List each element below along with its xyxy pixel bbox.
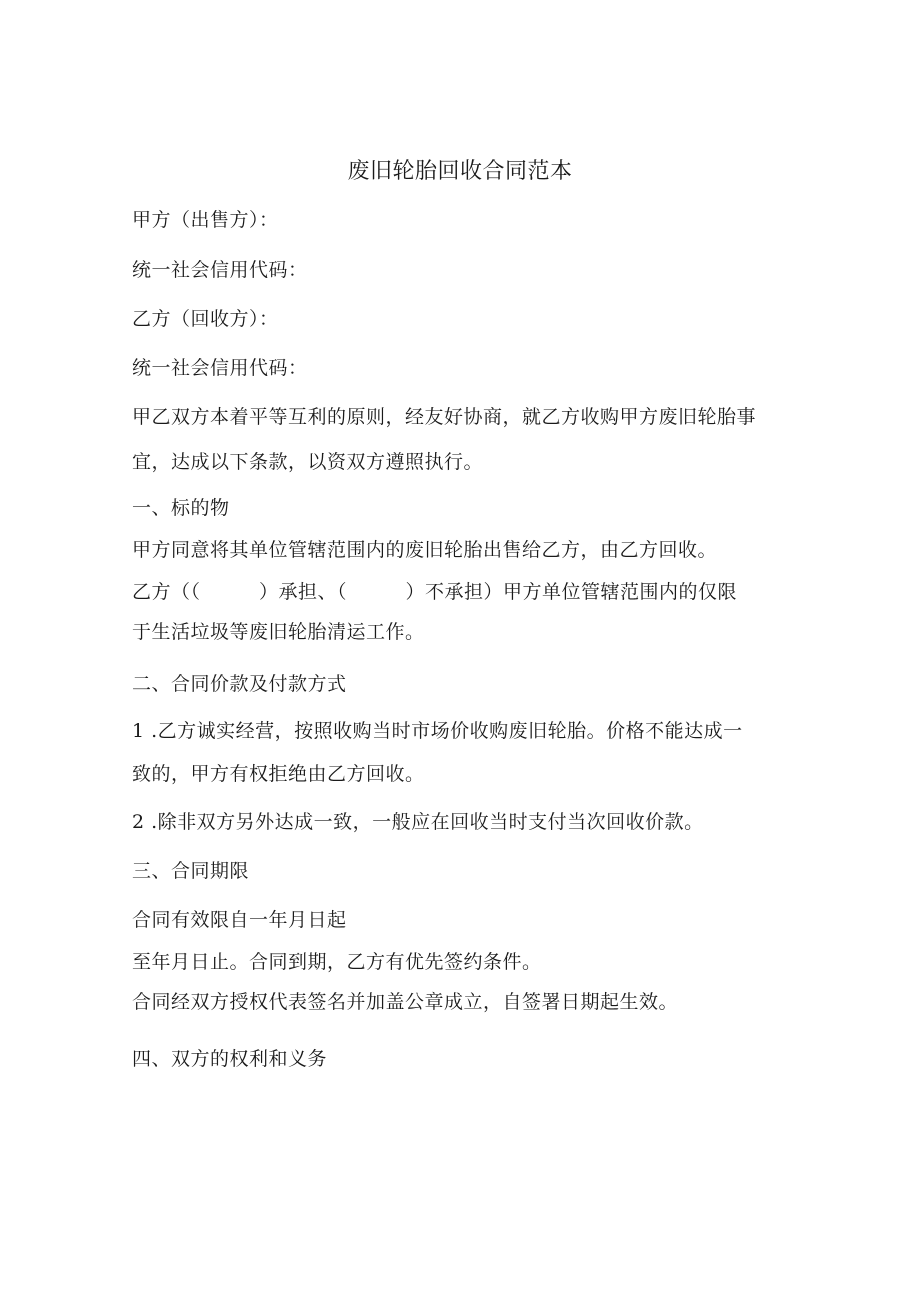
- section-1-line-2: 乙方（（ ）承担、（ ）不承担）甲方单位管辖范围内的仅限: [132, 581, 738, 603]
- section-2-item-2: 2 .除非双方另外达成一致，一般应在回收当时支付当次回收价款。: [132, 811, 704, 833]
- section-1-line-3: 于生活垃圾等废旧轮胎清运工作。: [132, 621, 425, 643]
- section-1-heading: 一、标的物: [132, 497, 230, 519]
- intro-paragraph-line-1: 甲乙双方本着平等互利的原则，经友好协商，就乙方收购甲方废旧轮胎事: [132, 406, 757, 428]
- section-2-item-1-line-1: 1 .乙方诚实经营，按照收购当时市场价收购废旧轮胎。价格不能达成一: [132, 720, 743, 742]
- section-1-line-1: 甲方同意将其单位管辖范围内的废旧轮胎出售给乙方，由乙方回收。: [132, 539, 718, 561]
- section-3-line-3: 合同经双方授权代表签名并加盖公章成立，自签署日期起生效。: [132, 991, 679, 1013]
- section-3-line-2: 至年月日止。合同到期，乙方有优先签约条件。: [132, 951, 542, 973]
- section-2-heading: 二、合同价款及付款方式: [132, 673, 347, 695]
- document-title: 废旧轮胎回收合同范本: [347, 159, 573, 184]
- section-3-heading: 三、合同期限: [132, 860, 250, 882]
- party-b-label: 乙方（回收方）：: [132, 308, 279, 330]
- party-a-label: 甲方（出售方）：: [132, 209, 279, 231]
- party-b-credit-code-label: 统一社会信用代码：: [132, 357, 308, 379]
- section-3-line-1: 合同有效限自一年月日起: [132, 909, 347, 931]
- section-4-heading: 四、双方的权利和义务: [132, 1048, 328, 1070]
- intro-paragraph-line-2: 宜，达成以下条款，以资双方遵照执行。: [132, 451, 484, 473]
- section-2-item-1-line-2: 致的，甲方有权拒绝由乙方回收。: [132, 763, 425, 785]
- party-a-credit-code-label: 统一社会信用代码：: [132, 259, 308, 281]
